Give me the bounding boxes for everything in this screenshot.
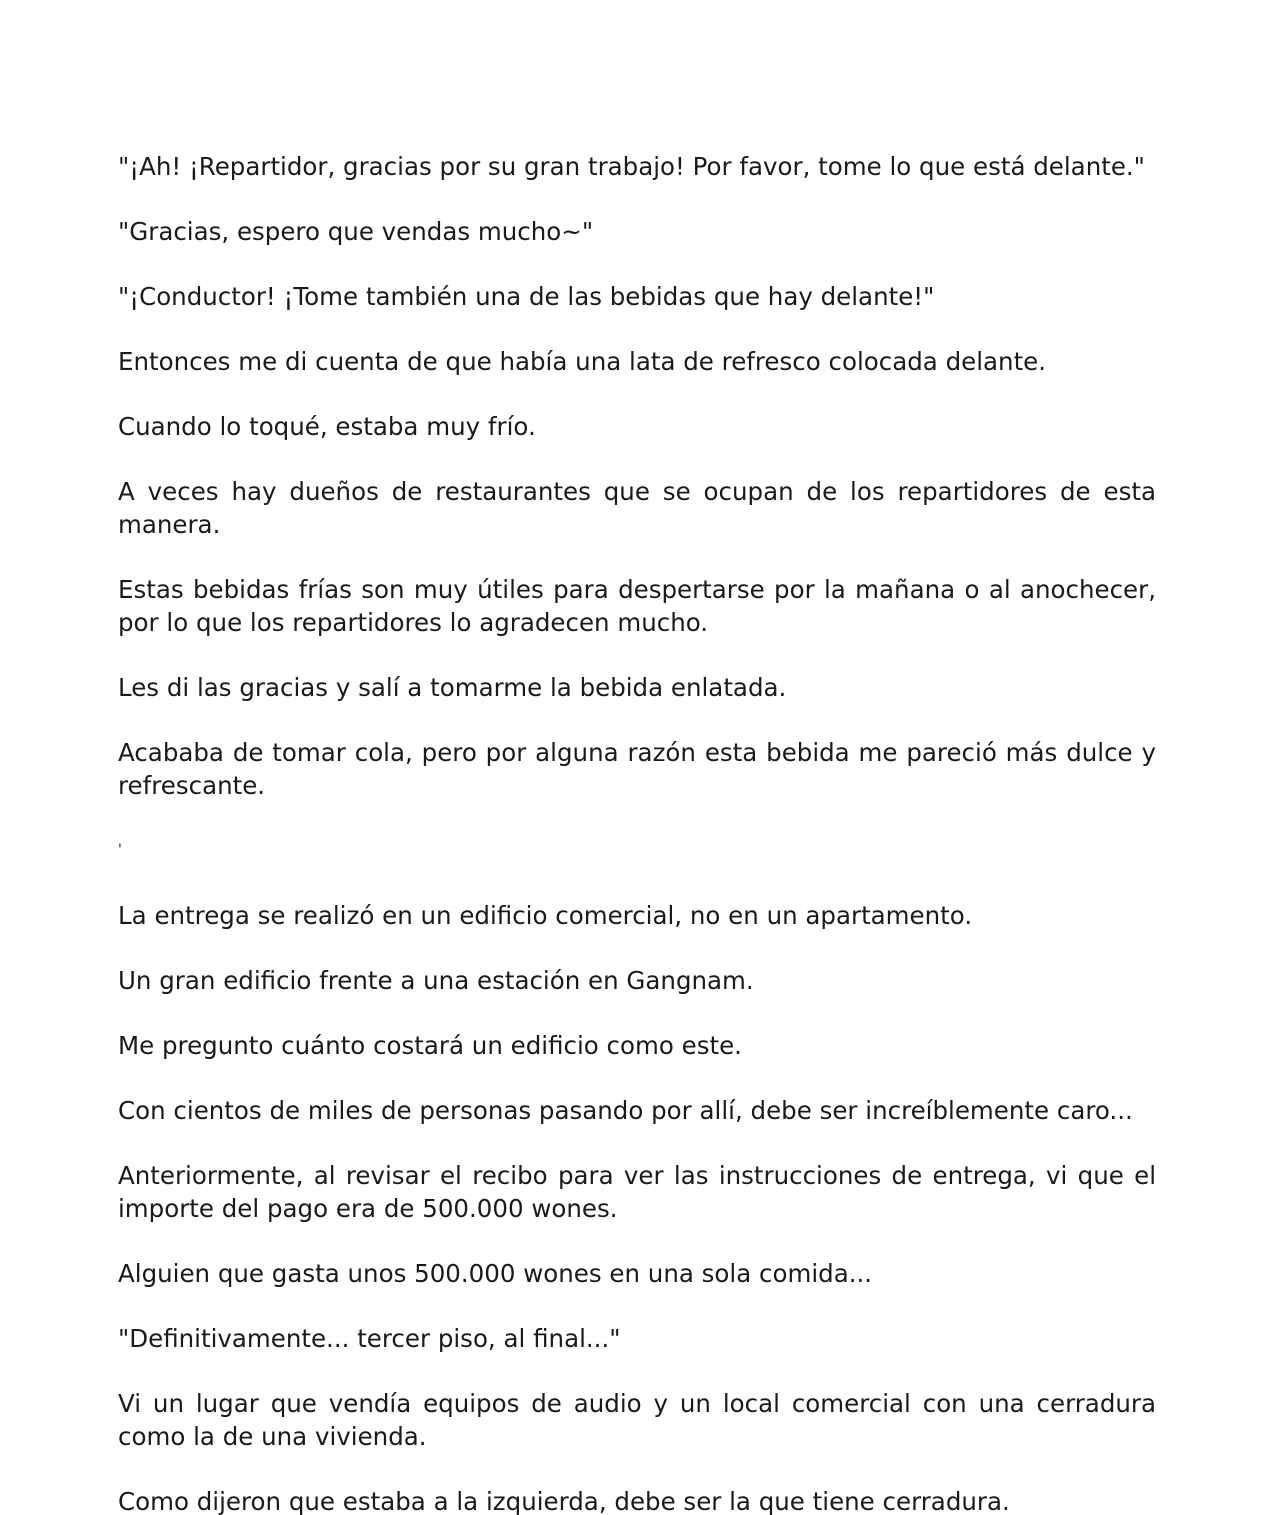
paragraph: Estas bebidas frías son muy útiles para despertarse por la mañana o al anochecer, por lo que los repartidores lo agradecen mucho. (118, 575, 1156, 637)
stray-mark: ' (118, 842, 122, 858)
paragraph: Alguien que gasta unos 500.000 wones en una sola comida... (118, 1259, 873, 1288)
paragraph: "¡Conductor! ¡Tome también una de las bebidas que hay delante!" (118, 282, 935, 311)
paragraph: Vi un lugar que vendía equipos de audio y un local comercial con una cerradura como la de una vivienda. (118, 1389, 1156, 1451)
paragraph: Les di las gracias y salí a tomarme la bebida enlatada. (118, 673, 787, 702)
paragraph: "Definitivamente... tercer piso, al final..." (118, 1324, 621, 1353)
paragraph: Entonces me di cuenta de que había una lata de refresco colocada delante. (118, 347, 1047, 376)
paragraph: La entrega se realizó en un edificio comercial, no en un apartamento. (118, 901, 973, 930)
paragraph: Me pregunto cuánto costará un edificio como este. (118, 1031, 742, 1060)
paragraph: Anteriormente, al revisar el recibo para ver las instrucciones de entrega, vi que el importe del pago era de 500.000 wones. (118, 1161, 1156, 1223)
paragraph: Acababa de tomar cola, pero por alguna razón esta bebida me pareció más dulce y refrescante. (118, 738, 1156, 800)
paragraph: Cuando lo toqué, estaba muy frío. (118, 412, 536, 441)
paragraph: Un gran edificio frente a una estación en Gangnam. (118, 966, 754, 995)
paragraph: Con cientos de miles de personas pasando por allí, debe ser increíblemente caro... (118, 1096, 1133, 1125)
paragraph: A veces hay dueños de restaurantes que se ocupan de los repartidores de esta manera. (118, 477, 1156, 539)
document-body (118, 150, 1156, 1515)
paragraph: Como dijeron que estaba a la izquierda, debe ser la que tiene cerradura. (118, 1487, 1010, 1515)
paragraph: "¡Ah! ¡Repartidor, gracias por su gran trabajo! Por favor, tome lo que está delante." (118, 152, 1145, 181)
paragraph: "Gracias, espero que vendas mucho~" (118, 217, 594, 246)
